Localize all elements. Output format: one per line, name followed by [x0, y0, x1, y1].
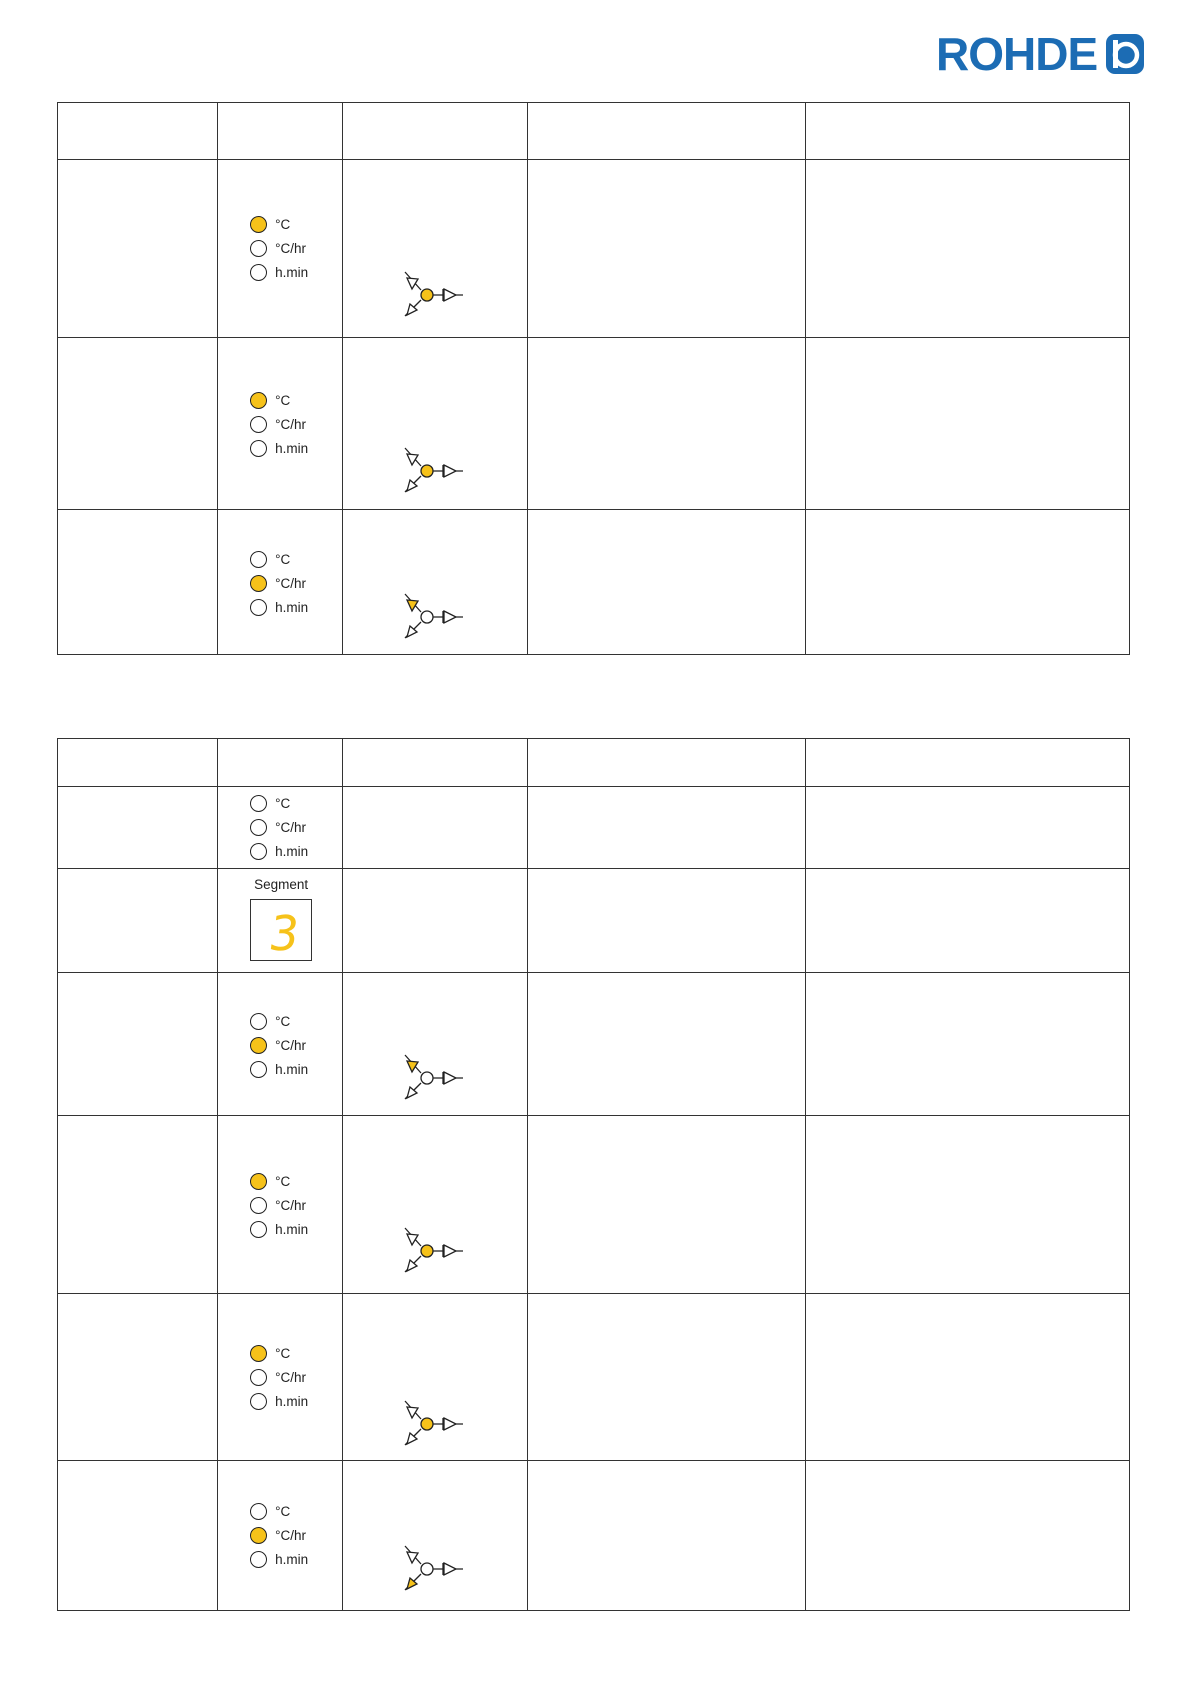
- rohde-logo: [936, 28, 1146, 80]
- step-cell: [58, 338, 218, 510]
- led-label-rate: °C/hr: [275, 1037, 307, 1053]
- led-label-rate: °C/hr: [275, 575, 307, 591]
- top-arrow-icon: [407, 1552, 418, 1563]
- header-cell: [528, 103, 805, 160]
- node-icon: [421, 1072, 433, 1084]
- segment-flow-diagram-icon: [401, 1224, 471, 1280]
- rate-led-icon: [250, 1037, 267, 1054]
- celsius-led-icon: [250, 392, 267, 409]
- node-icon: [421, 289, 433, 301]
- led-row-time: [250, 436, 308, 460]
- led-label-time: h.min: [275, 264, 309, 280]
- led-cell: [218, 787, 343, 869]
- rate-led-icon: [250, 819, 267, 836]
- led-row-rate: [250, 236, 308, 260]
- led-indicator-group: [250, 388, 308, 460]
- right-arrow-icon: [444, 611, 456, 623]
- led-label-celsius: °C: [275, 551, 291, 567]
- rate-led-icon: [250, 1527, 267, 1544]
- table-row: [58, 1294, 1130, 1461]
- segment-digit: 3: [265, 906, 303, 960]
- table-header-row: [58, 103, 1130, 160]
- led-label-celsius: °C: [275, 1503, 291, 1519]
- program-table-1: [57, 102, 1130, 655]
- led-row-celsius: [250, 791, 308, 815]
- description-cell: [528, 869, 805, 973]
- table-row: [58, 510, 1130, 655]
- celsius-led-icon: [250, 795, 267, 812]
- time-led-icon: [250, 599, 267, 616]
- segment-cell: [218, 869, 343, 973]
- flow-cell: [343, 1294, 528, 1461]
- notes-cell: [805, 510, 1129, 655]
- led-row-time: [250, 595, 308, 619]
- led-row-celsius: [250, 1009, 308, 1033]
- celsius-led-icon: [250, 1345, 267, 1362]
- segment-label: Segment: [254, 877, 309, 892]
- table-header-row: [58, 739, 1130, 787]
- step-cell: [58, 1116, 218, 1294]
- segment-flow-diagram-icon: [401, 444, 471, 500]
- header-cell: [218, 103, 343, 160]
- led-cell: [218, 973, 343, 1116]
- led-label-rate: °C/hr: [275, 240, 307, 256]
- led-label-rate: °C/hr: [275, 1527, 307, 1543]
- header-cell: [805, 103, 1129, 160]
- led-row-celsius: [250, 547, 308, 571]
- led-row-rate: [250, 1365, 308, 1389]
- led-row-celsius: [250, 1169, 308, 1193]
- table-row: [58, 338, 1130, 510]
- step-cell: [58, 869, 218, 973]
- description-cell: [528, 1461, 805, 1611]
- header-cell: [343, 739, 528, 787]
- led-label-celsius: °C: [275, 392, 291, 408]
- led-indicator-group: [250, 547, 308, 619]
- led-indicator-group: [250, 1499, 308, 1571]
- led-label-time: h.min: [275, 1221, 309, 1237]
- description-cell: [528, 973, 805, 1116]
- notes-cell: [805, 338, 1129, 510]
- led-label-time: h.min: [275, 440, 309, 456]
- led-row-time: [250, 1217, 308, 1241]
- table-row: [58, 869, 1130, 973]
- segment-display: [250, 899, 312, 961]
- right-arrow-icon: [444, 465, 456, 477]
- led-label-rate: °C/hr: [275, 1197, 307, 1213]
- flow-cell: [343, 1116, 528, 1294]
- led-row-time: [250, 260, 308, 284]
- notes-cell: [805, 160, 1129, 338]
- led-row-rate: [250, 412, 308, 436]
- table-row: [58, 1116, 1130, 1294]
- right-arrow-icon: [444, 1563, 456, 1575]
- rate-led-icon: [250, 575, 267, 592]
- notes-cell: [805, 1461, 1129, 1611]
- led-row-time: [250, 1057, 308, 1081]
- led-indicator-group: [250, 1169, 308, 1241]
- node-icon: [421, 611, 433, 623]
- led-row-rate: [250, 815, 308, 839]
- led-label-time: h.min: [275, 1061, 309, 1077]
- led-cell: [218, 510, 343, 655]
- top-arrow-icon: [407, 600, 418, 611]
- led-label-time: h.min: [275, 599, 309, 615]
- led-indicator-group: [250, 1341, 308, 1413]
- description-cell: [528, 1294, 805, 1461]
- table-row: [58, 160, 1130, 338]
- right-arrow-icon: [444, 1418, 456, 1430]
- header-cell: [528, 739, 805, 787]
- node-icon: [421, 1418, 433, 1430]
- led-cell: [218, 338, 343, 510]
- led-cell: [218, 1116, 343, 1294]
- led-label-celsius: °C: [275, 1173, 291, 1189]
- header-cell: [58, 739, 218, 787]
- header-cell: [218, 739, 343, 787]
- segment-flow-diagram-icon: [401, 1542, 471, 1598]
- time-led-icon: [250, 1221, 267, 1238]
- led-label-celsius: °C: [275, 1345, 291, 1361]
- flow-cell: [343, 510, 528, 655]
- top-arrow-icon: [407, 1407, 418, 1418]
- segment-digit-display: [251, 900, 311, 960]
- step-cell: [58, 787, 218, 869]
- description-cell: [528, 787, 805, 869]
- led-row-rate: [250, 1033, 308, 1057]
- led-row-time: [250, 839, 308, 863]
- notes-cell: [805, 869, 1129, 973]
- led-row-celsius: [250, 388, 308, 412]
- rate-led-icon: [250, 1369, 267, 1386]
- top-arrow-icon: [407, 454, 418, 465]
- time-led-icon: [250, 264, 267, 281]
- header-cell: [343, 103, 528, 160]
- led-label-time: h.min: [275, 843, 309, 859]
- celsius-led-icon: [250, 1503, 267, 1520]
- led-row-rate: [250, 1193, 308, 1217]
- right-arrow-icon: [444, 289, 456, 301]
- flow-cell: [343, 787, 528, 869]
- step-cell: [58, 1461, 218, 1611]
- celsius-led-icon: [250, 216, 267, 233]
- time-led-icon: [250, 1061, 267, 1078]
- led-indicator-group: [250, 1009, 308, 1081]
- node-icon: [421, 1563, 433, 1575]
- time-led-icon: [250, 440, 267, 457]
- flow-cell: [343, 973, 528, 1116]
- led-label-time: h.min: [275, 1393, 309, 1409]
- led-label-time: h.min: [275, 1551, 309, 1567]
- segment-flow-diagram-icon: [401, 1051, 471, 1107]
- description-cell: [528, 160, 805, 338]
- step-cell: [58, 160, 218, 338]
- right-arrow-icon: [444, 1072, 456, 1084]
- flow-cell: [343, 160, 528, 338]
- step-cell: [58, 973, 218, 1116]
- top-arrow-icon: [407, 1234, 418, 1245]
- node-icon: [421, 1245, 433, 1257]
- rate-led-icon: [250, 240, 267, 257]
- logo-text: ROHDE: [936, 28, 1098, 80]
- segment-flow-diagram-icon: [401, 268, 471, 324]
- led-indicator-group: [250, 791, 308, 863]
- celsius-led-icon: [250, 1013, 267, 1030]
- time-led-icon: [250, 1393, 267, 1410]
- header-cell: [58, 103, 218, 160]
- table-row: [58, 787, 1130, 869]
- led-row-rate: [250, 1523, 308, 1547]
- led-row-time: [250, 1547, 308, 1571]
- program-table-2: [57, 738, 1130, 1611]
- celsius-led-icon: [250, 1173, 267, 1190]
- node-icon: [421, 465, 433, 477]
- table-row: [58, 973, 1130, 1116]
- rohde-logo-mark-icon: [1104, 32, 1146, 76]
- segment-flow-diagram-icon: [401, 590, 471, 646]
- led-row-celsius: [250, 1499, 308, 1523]
- top-arrow-icon: [407, 278, 418, 289]
- step-cell: [58, 510, 218, 655]
- led-label-celsius: °C: [275, 795, 291, 811]
- description-cell: [528, 1116, 805, 1294]
- rate-led-icon: [250, 416, 267, 433]
- led-label-rate: °C/hr: [275, 416, 307, 432]
- led-label-rate: °C/hr: [275, 819, 307, 835]
- led-row-celsius: [250, 1341, 308, 1365]
- led-label-celsius: °C: [275, 216, 291, 232]
- notes-cell: [805, 1116, 1129, 1294]
- right-arrow-icon: [444, 1245, 456, 1257]
- led-row-time: [250, 1389, 308, 1413]
- flow-cell: [343, 1461, 528, 1611]
- notes-cell: [805, 973, 1129, 1116]
- time-led-icon: [250, 1551, 267, 1568]
- led-row-celsius: [250, 212, 308, 236]
- rate-led-icon: [250, 1197, 267, 1214]
- led-row-rate: [250, 571, 308, 595]
- led-indicator-group: [250, 212, 308, 284]
- led-cell: [218, 1461, 343, 1611]
- segment-flow-diagram-icon: [401, 1397, 471, 1453]
- notes-cell: [805, 1294, 1129, 1461]
- table-row: [58, 1461, 1130, 1611]
- notes-cell: [805, 787, 1129, 869]
- led-label-celsius: °C: [275, 1013, 291, 1029]
- celsius-led-icon: [250, 551, 267, 568]
- led-cell: [218, 1294, 343, 1461]
- description-cell: [528, 338, 805, 510]
- led-cell: [218, 160, 343, 338]
- flow-cell: [343, 338, 528, 510]
- time-led-icon: [250, 843, 267, 860]
- header-cell: [805, 739, 1129, 787]
- flow-cell: [343, 869, 528, 973]
- led-label-rate: °C/hr: [275, 1369, 307, 1385]
- top-arrow-icon: [407, 1061, 418, 1072]
- description-cell: [528, 510, 805, 655]
- step-cell: [58, 1294, 218, 1461]
